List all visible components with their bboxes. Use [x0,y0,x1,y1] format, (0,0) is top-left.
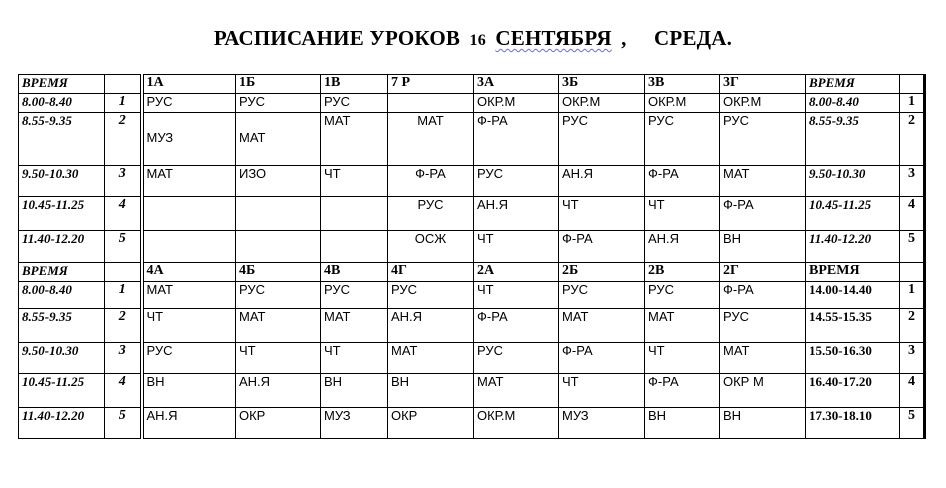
lesson-number-right: 5 [900,408,925,439]
table-row [19,94,925,113]
header-time-right: ВРЕМЯ [806,263,900,282]
header-class: 1А [142,75,236,94]
lesson-cell: ВН [720,408,806,439]
lesson-number: 2 [105,113,142,166]
lesson-time-right: 16.40-17.20 [806,374,900,408]
lesson-cell [388,94,474,113]
header-class: 2Г [720,263,806,282]
lesson-cell: ЧТ [645,197,720,231]
lesson-cell: ОКР [236,408,321,439]
lesson-cell: АН.Я [142,408,236,439]
bottom-header-row [19,263,925,282]
lesson-cell: РУС [236,94,321,113]
lesson-cell: РУС [321,94,388,113]
lesson-time-right: 8.55-9.35 [806,113,900,166]
lesson-cell [236,197,321,231]
lesson-cell: МАТ [388,113,474,166]
lesson-cell: ЧТ [559,374,645,408]
lesson-cell: ВН [645,408,720,439]
lesson-cell: АН.Я [236,374,321,408]
header-class: 3В [645,75,720,94]
lesson-cell: РУС [142,94,236,113]
lesson-cell: ОКР.М [474,408,559,439]
header-class: 4Б [236,263,321,282]
lesson-cell: ОКР М [720,374,806,408]
lesson-cell: ВН [142,374,236,408]
title-comma: , [621,26,627,50]
lesson-cell-text: МАТ [239,130,266,145]
lesson-cell: РУС [321,282,388,309]
lesson-cell: МАТ [142,282,236,309]
lesson-cell: МАТ [559,309,645,343]
lesson-cell: ОКР.М [474,94,559,113]
lesson-cell: ЧТ [645,343,720,374]
lesson-cell: ВН [321,374,388,408]
lesson-cell: РУС [559,282,645,309]
lesson-number: 5 [105,231,142,263]
lesson-time: 11.40-12.20 [19,408,105,439]
lesson-number: 4 [105,197,142,231]
lesson-cell: Ф-РА [474,113,559,166]
lesson-cell: ЧТ [474,282,559,309]
header-num [105,263,142,282]
lesson-cell: ОКР.М [645,94,720,113]
lesson-cell: МУЗ [321,408,388,439]
header-time-right: ВРЕМЯ [806,75,900,94]
lesson-cell [142,231,236,263]
lesson-cell: АН.Я [645,231,720,263]
lesson-time: 9.50-10.30 [19,166,105,197]
lesson-cell [236,231,321,263]
title-day: 16 [469,32,486,49]
lesson-cell [321,231,388,263]
header-class: 4В [321,263,388,282]
lesson-cell: ОСЖ [388,231,474,263]
lesson-time: 11.40-12.20 [19,231,105,263]
lesson-cell-text: МУЗ [146,130,174,145]
lesson-cell: РУС [142,343,236,374]
lesson-number: 4 [105,374,142,408]
header-class: 7 Р [388,75,474,94]
lesson-number: 2 [105,309,142,343]
header-num [105,75,142,94]
lesson-cell: ЧТ [236,343,321,374]
lesson-number: 3 [105,343,142,374]
lesson-time: 8.00-8.40 [19,282,105,309]
lesson-cell: МАТ [142,166,236,197]
lesson-cell: РУС [720,309,806,343]
lesson-time: 8.55-9.35 [19,113,105,166]
title-weekday: СРЕДА. [654,26,733,50]
lesson-cell: МАТ [321,113,388,166]
table-row [19,374,925,408]
title-month: СЕНТЯБРЯ [495,26,612,50]
lesson-cell: ЧТ [142,309,236,343]
lesson-number-right: 2 [900,113,925,166]
lesson-number: 5 [105,408,142,439]
header-class: 3Г [720,75,806,94]
table-row [19,309,925,343]
lesson-time-right: 10.45-11.25 [806,197,900,231]
lesson-time: 10.45-11.25 [19,197,105,231]
lesson-cell: Ф-РА [720,197,806,231]
header-class: 1В [321,75,388,94]
lesson-cell: АН.Я [388,309,474,343]
lesson-cell: РУС [645,113,720,166]
lesson-time-right: 14.55-15.35 [806,309,900,343]
lesson-time-right: 14.00-14.40 [806,282,900,309]
lesson-cell: Ф-РА [388,166,474,197]
lesson-cell: ОКР.М [559,94,645,113]
lesson-cell [142,197,236,231]
lesson-cell: ЧТ [321,343,388,374]
header-num-right [900,263,925,282]
header-class: 4А [142,263,236,282]
lesson-cell: МАТ [720,166,806,197]
lesson-cell: АН.Я [474,197,559,231]
lesson-time: 10.45-11.25 [19,374,105,408]
lesson-cell [321,197,388,231]
header-class: 3А [474,75,559,94]
lesson-cell: МАТ [720,343,806,374]
title-text: РАСПИСАНИЕ УРОКОВ [213,26,461,50]
header-time: ВРЕМЯ [19,75,105,94]
lesson-number: 1 [105,94,142,113]
header-time: ВРЕМЯ [19,263,105,282]
top-header-row [19,75,925,94]
lesson-cell: МУЗ [559,408,645,439]
lesson-number: 1 [105,282,142,309]
lesson-number-right: 1 [900,94,925,113]
header-num-right [900,75,925,94]
lesson-number-right: 4 [900,374,925,408]
table-row [19,197,925,231]
page-title [0,26,946,51]
table-row [19,166,925,197]
lesson-cell: МАТ [474,374,559,408]
lesson-cell: РУС [559,113,645,166]
header-class: 2А [474,263,559,282]
lesson-time-right: 8.00-8.40 [806,94,900,113]
lesson-cell: Ф-РА [645,374,720,408]
lesson-time-right: 17.30-18.10 [806,408,900,439]
lesson-time: 9.50-10.30 [19,343,105,374]
lesson-cell: РУС [236,282,321,309]
table-row [19,408,925,439]
lesson-cell: ВН [388,374,474,408]
lesson-cell: ОКР.М [720,94,806,113]
lesson-number-right: 5 [900,231,925,263]
lesson-cell: ЧТ [559,197,645,231]
lesson-cell: ОКР [388,408,474,439]
lesson-cell: РУС [388,197,474,231]
table-row [19,282,925,309]
lesson-cell: АН.Я [559,166,645,197]
lesson-time: 8.00-8.40 [19,94,105,113]
schedule-table [18,74,926,439]
lesson-cell: РУС [388,282,474,309]
lesson-cell: ЧТ [321,166,388,197]
lesson-cell: ИЗО [236,166,321,197]
lesson-number-right: 1 [900,282,925,309]
lesson-cell: Ф-РА [559,231,645,263]
lesson-cell: ВН [720,231,806,263]
lesson-cell [236,113,321,166]
table-row [19,231,925,263]
lesson-time-right: 9.50-10.30 [806,166,900,197]
header-class: 2Б [559,263,645,282]
lesson-time-right: 15.50-16.30 [806,343,900,374]
lesson-cell: МАТ [645,309,720,343]
lesson-time-right: 11.40-12.20 [806,231,900,263]
lesson-number-right: 3 [900,343,925,374]
lesson-cell: МАТ [388,343,474,374]
lesson-cell: Ф-РА [720,282,806,309]
header-class: 2В [645,263,720,282]
lesson-number-right: 2 [900,309,925,343]
lesson-number: 3 [105,166,142,197]
lesson-number-right: 3 [900,166,925,197]
lesson-cell: Ф-РА [559,343,645,374]
lesson-number-right: 4 [900,197,925,231]
lesson-cell: Ф-РА [474,309,559,343]
lesson-cell [142,113,236,166]
lesson-cell: РУС [720,113,806,166]
lesson-cell: РУС [474,343,559,374]
header-class: 1Б [236,75,321,94]
header-class: 4Г [388,263,474,282]
lesson-cell: МАТ [321,309,388,343]
lesson-cell: РУС [474,166,559,197]
lesson-cell: МАТ [236,309,321,343]
lesson-time: 8.55-9.35 [19,309,105,343]
lesson-cell: РУС [645,282,720,309]
header-class: 3Б [559,75,645,94]
lesson-cell: ЧТ [474,231,559,263]
table-row [19,343,925,374]
lesson-cell: Ф-РА [645,166,720,197]
table-row [19,113,925,166]
